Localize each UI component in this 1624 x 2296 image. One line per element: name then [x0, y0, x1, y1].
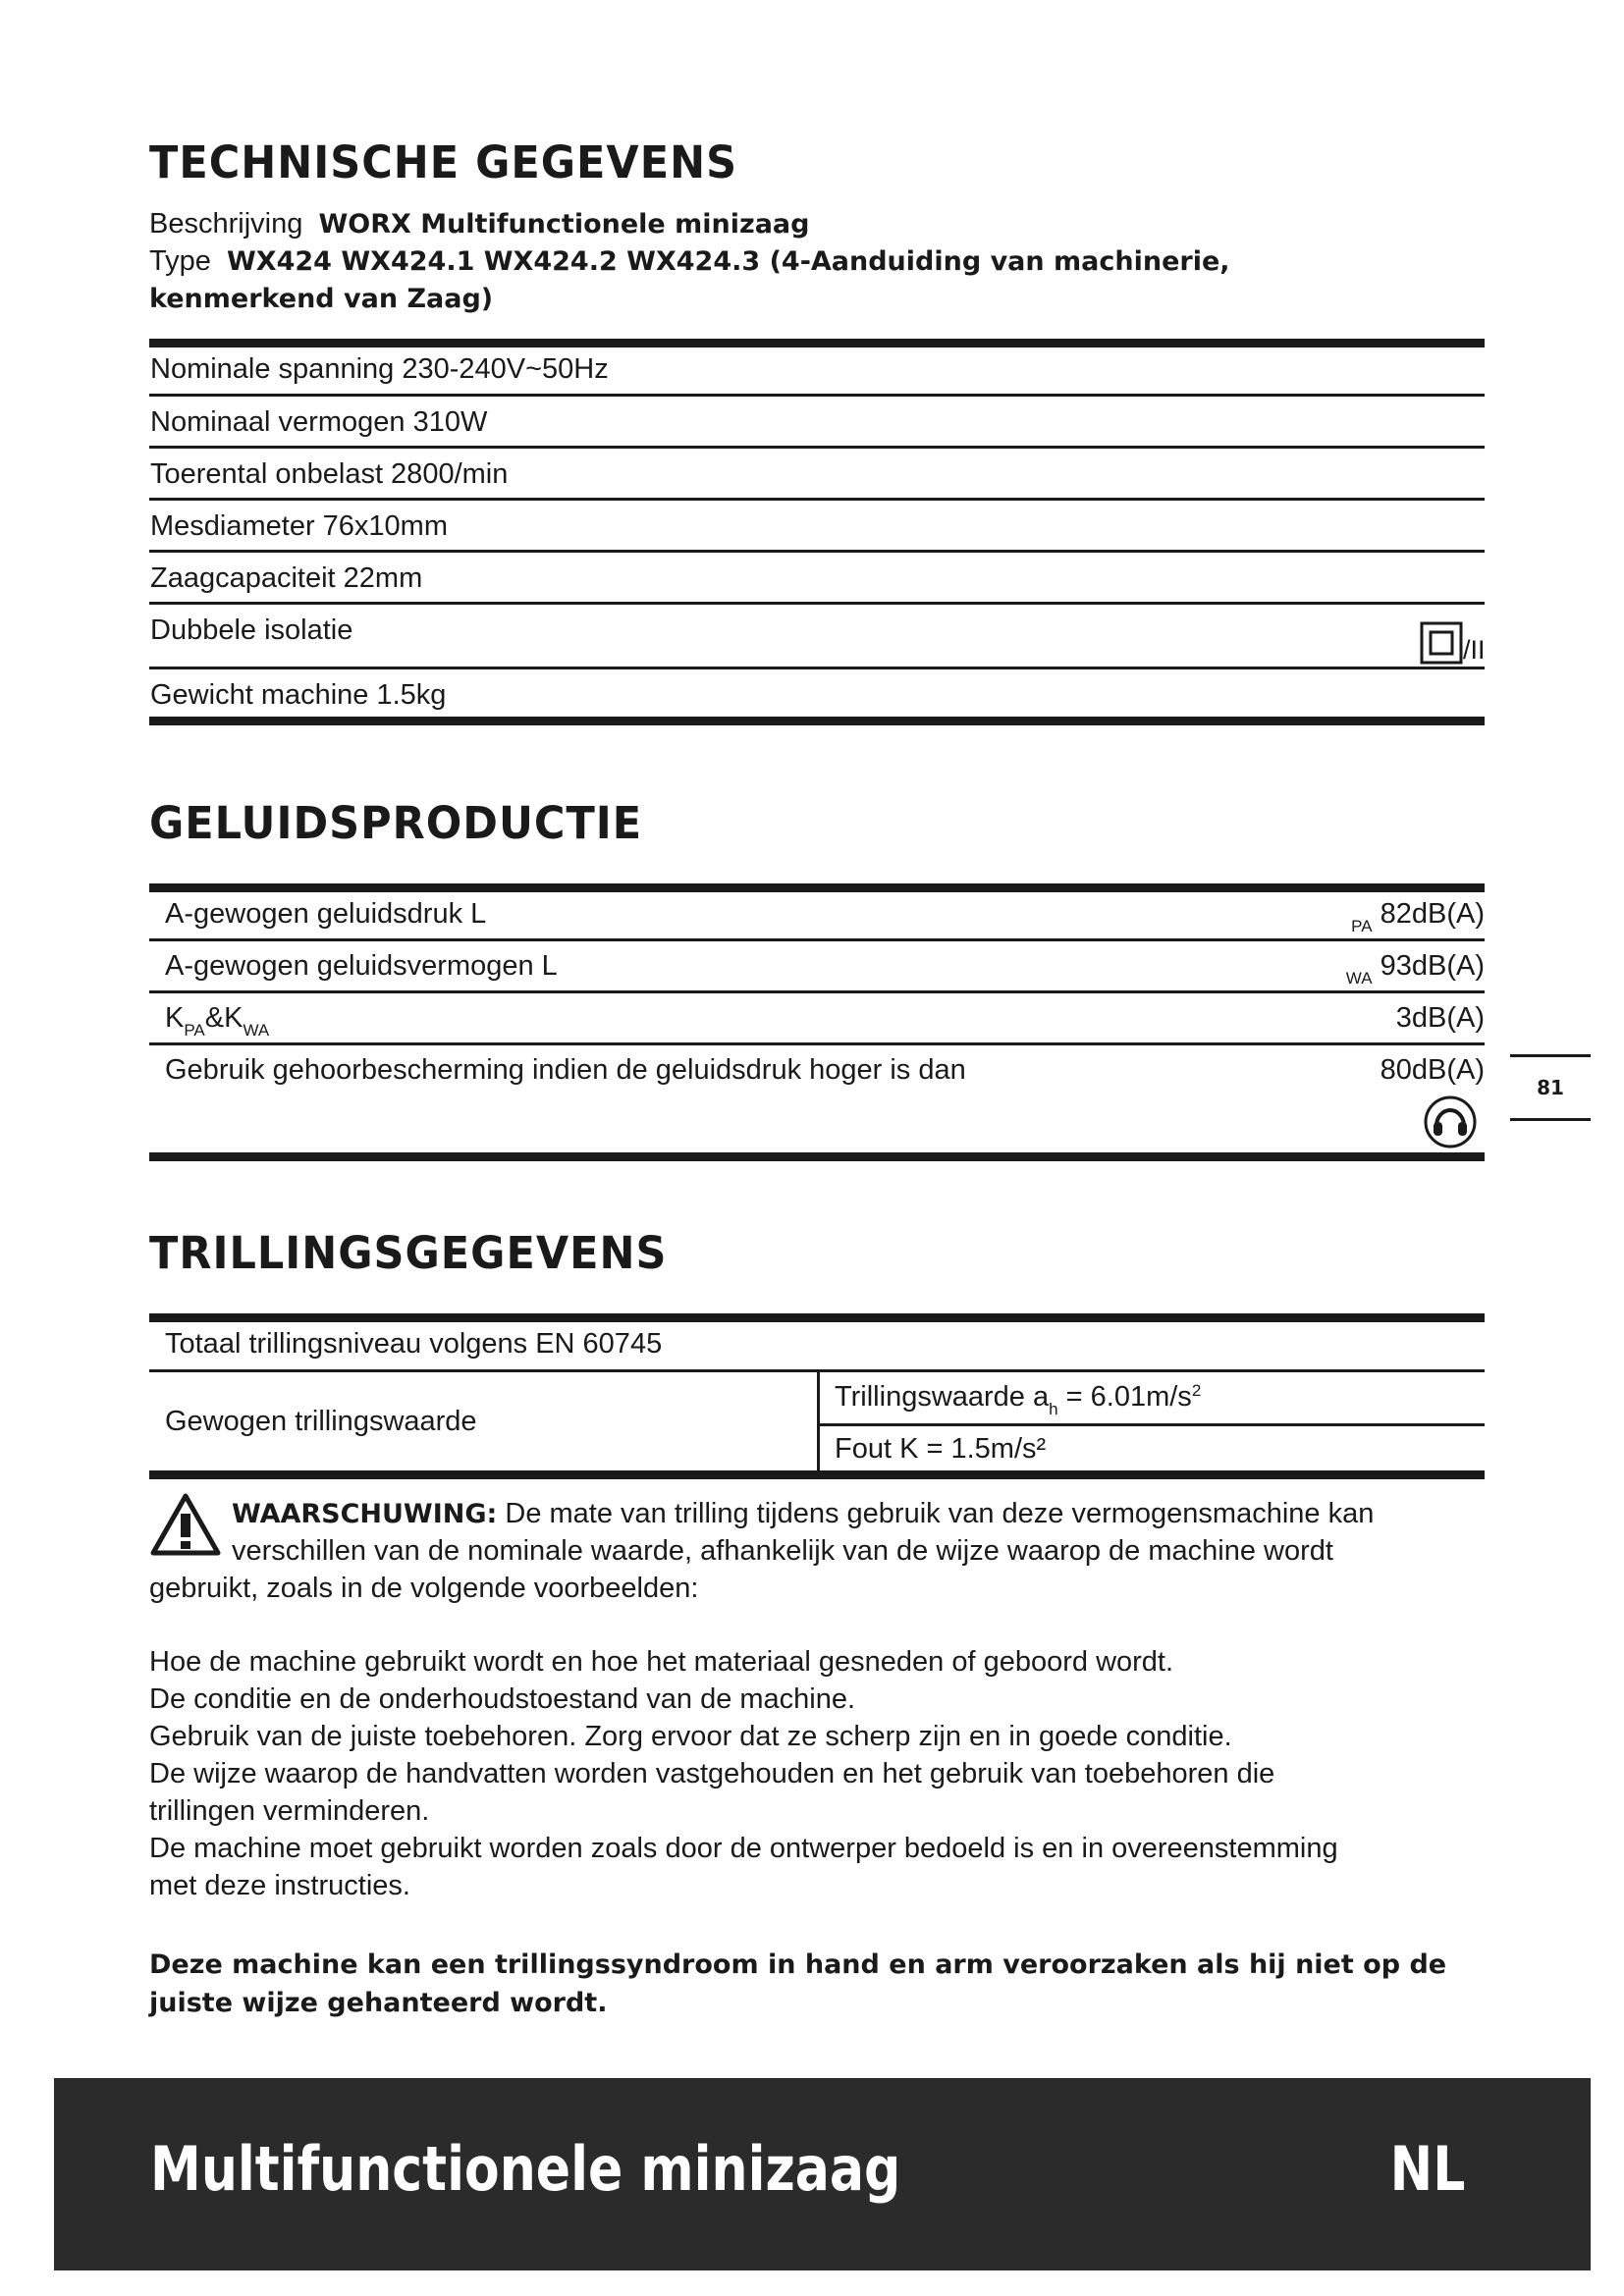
row-divider	[819, 1423, 1485, 1426]
vibration-top-rule	[149, 1313, 1485, 1322]
uncertainty-label	[165, 1002, 270, 1040]
noise-power-subscript: WA	[1345, 969, 1373, 988]
warning-line-3: gebruikt, zoals in de volgende voorbeelden:	[149, 1573, 699, 1604]
row-divider	[149, 446, 1485, 449]
spec-row-power: Nominaal vermogen 310W	[150, 406, 488, 438]
warning-line-2: verschillen van de nominale waarde, afhankelijk van de wijze waarop de machine wordt	[232, 1535, 1333, 1567]
row-divider	[149, 938, 1485, 941]
row-divider	[149, 667, 1485, 669]
row-divider	[149, 550, 1485, 553]
example-line: Gebruik van de juiste toebehoren. Zorg ervoor dat ze scherp zijn en in goede conditie.	[149, 1721, 1232, 1752]
spec-row-blade-diameter: Mesdiameter 76x10mm	[150, 510, 448, 542]
vibration-weighted-label: Gewogen trillingswaarde	[165, 1406, 477, 1437]
double-insulation-symbol	[1420, 621, 1486, 665]
description-label: Beschrijving	[149, 208, 303, 240]
vibration-value-cell	[835, 1381, 1202, 1418]
example-line: trillingen verminderen.	[149, 1795, 430, 1827]
ear-protection-icon	[1423, 1095, 1478, 1149]
class-ii-label: /II	[1463, 635, 1486, 665]
vibration-heading: TRILLINGSGEGEVENS	[149, 1228, 668, 1280]
row-divider	[149, 602, 1485, 605]
vibration-error-value: Fout K = 1.5m/s²	[835, 1433, 1047, 1465]
row-divider	[149, 1042, 1485, 1045]
double-insulation-icon	[1420, 621, 1463, 665]
warning-icon	[149, 1492, 222, 1557]
table-bottom-rule	[149, 717, 1485, 725]
noise-heading: GELUIDSPRODUCTIE	[149, 798, 643, 850]
type-line-2	[149, 280, 1485, 318]
noise-pressure-value-cell	[1351, 898, 1485, 935]
hav-warning-line-2: juiste wijze gehanteerd wordt.	[149, 1988, 608, 2018]
uncertainty-k1: K	[165, 1002, 185, 1034]
footer-title: Multifunctionele minizaag	[150, 2133, 901, 2205]
noise-pressure-label: A-gewogen geluidsdruk L	[165, 898, 487, 930]
spec-row-voltage: Nominale spanning 230-240V~50Hz	[150, 353, 609, 385]
vibration-value-prefix: Trillingswaarde a	[835, 1381, 1050, 1413]
example-line: De conditie en de onderhoudstoestand van de machine.	[149, 1683, 856, 1715]
vibration-value-subscript: h	[1049, 1400, 1058, 1418]
description-value: WORX Multifunctionele minizaag	[318, 209, 810, 240]
type-label: Type	[149, 245, 211, 277]
spec-row-double-insulation: Dubbele isolatie	[150, 614, 353, 646]
uncertainty-sub2: WA	[243, 1021, 270, 1040]
noise-top-rule	[149, 883, 1485, 892]
row-divider	[149, 394, 1485, 397]
vibration-value: = 6.01m/s	[1057, 1381, 1192, 1413]
noise-pressure-subscript: PA	[1351, 917, 1373, 935]
page-number: 81	[1510, 1054, 1591, 1121]
warning-line-1	[232, 1495, 1498, 1533]
hav-warning-line-1: Deze machine kan een trillingssyndroom in hand en arm veroorzaken als hij niet op de	[149, 1949, 1447, 1980]
noise-power-value: 93dB(A)	[1380, 950, 1485, 982]
noise-power-value-cell	[1345, 950, 1485, 988]
footer-bar	[54, 2078, 1591, 2270]
warning-text-1: De mate van trilling tijdens gebruik van deze vermogensmachine kan	[497, 1498, 1375, 1529]
warning-label: WAARSCHUWING:	[232, 1499, 498, 1529]
footer-language: NL	[1389, 2133, 1465, 2205]
type-value: WX424 WX424.1 WX424.2 WX424.3 (4-Aanduiding van machinerie,	[227, 246, 1230, 277]
noise-power-label: A-gewogen geluidsvermogen L	[165, 950, 558, 982]
ear-protection-label: Gebruik gehoorbescherming indien de geluidsdruk hoger is dan	[165, 1054, 966, 1086]
noise-bottom-rule	[149, 1152, 1485, 1161]
type-value-continued: kenmerkend van Zaag)	[149, 284, 494, 314]
type-line	[149, 242, 1485, 281]
vibration-total-label: Totaal trillingsniveau volgens EN 60745	[165, 1328, 663, 1360]
noise-pressure-value: 82dB(A)	[1380, 898, 1485, 930]
uncertainty-sub1: PA	[184, 1021, 205, 1040]
example-line: De machine moet gebruikt worden zoals door de ontwerper bedoeld is en in overeenstemming	[149, 1833, 1338, 1864]
uncertainty-value: 3dB(A)	[1395, 1002, 1485, 1034]
uncertainty-k2: &K	[204, 1002, 244, 1034]
spec-row-weight: Gewicht machine 1.5kg	[150, 679, 447, 711]
example-line: Hoe de machine gebruikt wordt en hoe het materiaal gesneden of geboord wordt.	[149, 1646, 1174, 1678]
description-line	[149, 205, 1485, 243]
example-line: De wijze waarop de handvatten worden vastgehouden en het gebruik van toebehoren die	[149, 1758, 1275, 1789]
table-top-rule	[149, 339, 1485, 347]
example-line: met deze instructies.	[149, 1870, 410, 1901]
spec-row-speed: Toerental onbelast 2800/min	[150, 458, 509, 490]
row-divider	[149, 990, 1485, 993]
technical-heading: TECHNISCHE GEGEVENS	[149, 137, 738, 189]
spec-row-capacity: Zaagcapaciteit 22mm	[150, 562, 423, 594]
ear-protection-value: 80dB(A)	[1380, 1054, 1485, 1086]
vibration-value-superscript: 2	[1191, 1381, 1202, 1400]
row-divider	[149, 498, 1485, 501]
vibration-bottom-rule	[149, 1470, 1485, 1479]
